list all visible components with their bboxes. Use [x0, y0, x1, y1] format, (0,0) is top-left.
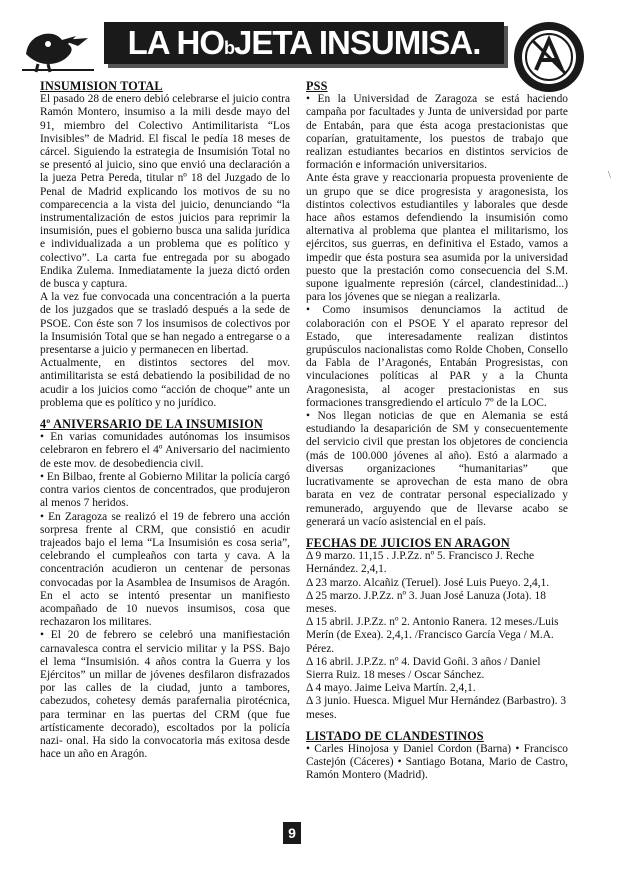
list-item: Δ 25 marzo. J.P.Zz. nº 3. Juan José Lanuza (Jota). 18 meses. [306, 589, 546, 615]
paragraph: Actualmente, en distintos sectores del mov. antimilitarista se está debatiendo la posibilidad de no acudir a los juicios como “acción de choque” ante un problema que es político y no jurídico. [40, 357, 290, 409]
paragraph: • En Bilbao, frente al Gobierno Militar la policía cargó contra varios cientos de concentrados, que produjeron al menos 7 heridos. [40, 470, 290, 510]
right-column [306, 80, 568, 783]
bird-illustration [18, 24, 98, 74]
paragraph: • En Zaragoza se realizó el 19 de febrero una acción sorpresa frente al CRM, que consistió en acudir trajeados bajo el lema “La Insumisión es cosa seria”, celebrando el cumpleaños con tarta y cava. A la concentración acudieron un centenar de personas convocadas por la Asamblea de Insumisos de Aragón. En el acto se intentó presentar un manifiesto acompañado de 10 nuevos insumisos, cosa que rechazaron los militares. [40, 510, 290, 629]
paragraph: • El 20 de febrero se celebró una manifiestación carnavalesca contra el servicio militar y la PSS. Bajo el lema “Insumisión. 4 años contra la Guerra y los Ejércitos” un millar de jóvenes desfilaron disfrazados por las calles de la ciudad, junto a tambores, cabezudos, cohetesy demás parafernalia pirotécnica, para terminar en las puertas del CRM (que fue artísticamente decorado), escoltados por la policía nazi- onal. Ha sido la convocatoria más exitosa desde hace un año en Aragón. [40, 629, 290, 761]
section-heading-pss: PSS [306, 79, 328, 93]
section-heading-aniversario: 4º ANIVERSARIO DE LA INSUMISION [40, 417, 263, 432]
paragraph: • Carles Hinojosa y Daniel Cordon (Barna) • Francisco Castejón (Cáceres) • Santiago Botana, Mario de Castro, Ramón Montero (Madrid). [306, 742, 568, 782]
section-heading-fechas: FECHAS DE JUICIOS EN ARAGON [306, 535, 510, 550]
paragraph: Ante ésta grave y reaccionaria propuesta proveniente de un grupo que se dice progresista y aragonesista, los distintos colectivos estudiantiles y laborales que desde hace años estamos defendiendo la insumisión como alternativa al problema que plantea el militarismo, los ejércitos, sus guerras, en definitiva el Estado, vamos a impedir que ésta postura sea asumida por la universidad puesto que la prestación como consecuencia del S.M. supone igualmente represión (cárcel, clandestinidad...) para los jóvenes que se niegan a realizarla. [306, 172, 568, 304]
list-item: Δ 9 marzo. 11,15 . J.P.Zz. nº 5. Francisco J. Reche Hernández. 2,4,1. [306, 550, 535, 576]
section-heading-insumision-total: INSUMISION TOTAL [40, 79, 163, 93]
margin-mark: \ [608, 170, 611, 181]
section-heading-clandestinos: LISTADO DE CLANDESTINOS [306, 728, 484, 743]
list-item: Δ 15 abril. J.P.Zz. nº 2. Antonio Ranera. 12 meses./Luis Merín (de Exea). 2,4,1. /Francisco García Vega / M.A. Pérez. [306, 616, 559, 655]
trial-dates-list [306, 550, 568, 722]
paragraph: • En varias comunidades autónomas los insumisos celebraron en febrero el 4º Aniversario del nacimiento de este mov. de desobediencia civil. [40, 431, 290, 470]
list-item: Δ 3 junio. Huesca. Miguel Mur Hernández (Barbastro). 3 meses. [306, 695, 567, 721]
list-item: Δ 16 abril. J.P.Zz. nº 4. David Goñi. 3 años / Daniel Sierra Ruiz. 18 meses / Oscar Sánchez. [306, 655, 541, 681]
paragraph: A la vez fue convocada una concentración a la puerta de los juzgados que se trasladó después a la sede de PSOE. Con éste son 7 los insumisos de colectivos por la Insumisión Total que se han negado a entregarse o a presentarse a juicio y permanecen en libertad. [40, 291, 290, 357]
paragraph: • En la Universidad de Zaragoza se está haciendo campaña por facultades y Junta de universidad por parte de Entabán, para que ésta acoga prestacionistas que coparían, gratuitamente, los puestos de trabajo que realizan estudiantes becarios en distintos servicios de formación e información universitarios. [306, 93, 568, 172]
page-number: 9 [283, 822, 301, 844]
paragraph: El pasado 28 de enero debió celebrarse el juicio contra Ramón Montero, insumiso a la mili desde mayo del 91, miembro del Colectivo Antimilitarista “Los Invisibles” de Madrid. El fiscal le pedía 18 meses de cárcel. Siguiendo la estrategia de Insumisión Total no se presentó al juicio, sino que envió una declaración a la jueza Petra Pereda, titular nº 18 del Juzgado de lo Penal de Madrid explicando los motivos de su no comparecencia a la vista del juicio, denunciando “la instrumentalización de estos juicios para reprimir la insumisión, pues el gobierno busca una salida jurídica e individualizada a un problema que es político y colectivo”. La carta fue entregada por su abogado Endika Zulema. Inmediatamente la jueza dictó orden de busca y captura. [40, 93, 290, 291]
newsletter-title: LA HObJETA INSUMISA. [127, 24, 481, 61]
list-item: Δ 23 marzo. Alcañiz (Teruel). José Luis Pueyo. 2,4,1. [306, 576, 550, 589]
paragraph: • Como insumisos denunciamos la actitud de colaboración con el PSOE Y el aparato represor del Estado, que interesadamente realizan distintos grupúsculos nacionalistas como Rolde Choben, Consello da Fabla de l’Aragonés, Entabán Progresistas, con vinculaciones políticas al PAR y a la Chunta Aragonesista, al acoger prestacionistas en sus formaciones transgrediendo el artículo 7º de la LOC. [306, 304, 568, 409]
list-item: Δ 4 mayo. Jaime Leiva Martín. 2,4,1. [306, 682, 476, 695]
title-banner [104, 22, 504, 64]
left-column [40, 80, 290, 761]
paragraph: • Nos llegan noticias de que en Alemania se está estudiando la desaparición de SM y consecuentemente del servicio civil que prestan los objetores de conciencia (más de 100.000 jóvenes al año). Estó a alarmado a diversas organizaciones “humanitarias” que lucrativamente se aprovechan de esta mano de obra barata en vez de contratar personal especializado y remunerado, arguyendo que de llevarse acabo se generará un vacío asistencial en el país. [306, 410, 568, 528]
